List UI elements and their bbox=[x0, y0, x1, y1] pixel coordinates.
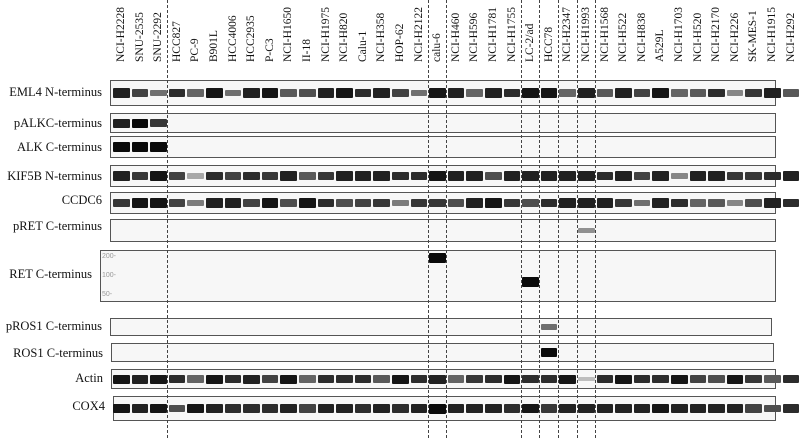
protein-band bbox=[448, 375, 465, 382]
protein-band bbox=[597, 198, 614, 207]
protein-band bbox=[708, 199, 725, 207]
protein-band bbox=[411, 375, 428, 384]
protein-band bbox=[299, 89, 316, 97]
protein-band bbox=[522, 199, 539, 207]
protein-band bbox=[392, 89, 409, 97]
protein-band bbox=[764, 172, 781, 181]
protein-band bbox=[150, 90, 167, 97]
protein-band bbox=[783, 199, 800, 208]
lane-label: NCI-H2347 bbox=[561, 7, 574, 62]
protein-band bbox=[727, 200, 744, 206]
protein-band bbox=[132, 119, 149, 128]
lane-separator bbox=[446, 0, 447, 438]
protein-band bbox=[541, 88, 558, 98]
protein-band bbox=[132, 375, 149, 384]
lane-separator bbox=[595, 0, 596, 438]
protein-band bbox=[615, 199, 632, 208]
row-label: RET C-terminus bbox=[9, 267, 92, 281]
protein-band bbox=[299, 375, 316, 382]
protein-band bbox=[559, 171, 576, 180]
protein-band bbox=[429, 253, 446, 263]
protein-band bbox=[132, 198, 149, 208]
protein-band bbox=[355, 375, 372, 384]
row-label: KIF5B N-terminus bbox=[7, 169, 102, 183]
lane-label: HCC78 bbox=[542, 26, 555, 62]
blot-panel bbox=[110, 318, 772, 336]
lane-label: NCI-H838 bbox=[635, 12, 648, 62]
protein-band bbox=[355, 404, 372, 413]
protein-band bbox=[262, 88, 279, 98]
protein-band bbox=[597, 404, 614, 413]
lane-label: calu-6 bbox=[431, 33, 444, 62]
protein-band bbox=[578, 377, 595, 381]
protein-band bbox=[504, 375, 521, 384]
protein-band bbox=[243, 88, 260, 97]
protein-band bbox=[522, 404, 539, 414]
lane-label: NCI-H358 bbox=[375, 12, 388, 62]
protein-band bbox=[559, 375, 576, 384]
row-label: COX4 bbox=[72, 399, 105, 413]
lane-label: NCI-H1568 bbox=[598, 7, 611, 62]
protein-band bbox=[392, 404, 409, 413]
lane-label: NCI-H1975 bbox=[319, 7, 332, 62]
protein-band bbox=[187, 375, 204, 382]
protein-band bbox=[708, 375, 725, 383]
lane-label: HCC2935 bbox=[245, 15, 258, 62]
protein-band bbox=[336, 375, 353, 384]
protein-band bbox=[448, 404, 465, 413]
protein-band bbox=[504, 199, 521, 208]
protein-band bbox=[690, 171, 707, 180]
row-label: CCDC6 bbox=[61, 193, 102, 207]
protein-band bbox=[429, 199, 446, 208]
protein-band bbox=[318, 88, 335, 97]
protein-band bbox=[318, 172, 335, 181]
lane-label: NCI-H292 bbox=[784, 12, 797, 62]
protein-band bbox=[299, 404, 316, 412]
protein-band bbox=[373, 375, 390, 383]
blot-panel bbox=[110, 136, 776, 158]
protein-band bbox=[225, 404, 242, 413]
protein-band bbox=[355, 171, 372, 180]
protein-band bbox=[597, 89, 614, 97]
protein-band bbox=[578, 198, 595, 207]
protein-band bbox=[764, 375, 781, 383]
protein-band bbox=[336, 171, 353, 180]
protein-band bbox=[541, 171, 558, 180]
protein-band bbox=[336, 404, 353, 413]
protein-band bbox=[522, 277, 539, 287]
lane-label: HCC4006 bbox=[226, 15, 239, 62]
protein-band bbox=[318, 375, 335, 384]
protein-band bbox=[150, 404, 167, 414]
protein-band bbox=[745, 375, 762, 384]
protein-band bbox=[727, 404, 744, 413]
mw-marker: 50- bbox=[102, 291, 113, 298]
protein-band bbox=[262, 198, 279, 208]
lane-label: NCI-H1993 bbox=[580, 7, 592, 62]
lane-label: SNU-2535 bbox=[133, 12, 146, 62]
protein-band bbox=[504, 89, 521, 98]
row-label: pALKC-terminus bbox=[13, 116, 102, 130]
lane-label: NCI-H1781 bbox=[487, 7, 499, 62]
protein-band bbox=[373, 199, 390, 208]
lane-label: SNU-2292 bbox=[152, 12, 165, 62]
lane-label: P-C3 bbox=[263, 38, 276, 62]
protein-band bbox=[336, 199, 353, 207]
protein-band bbox=[169, 375, 186, 384]
protein-band bbox=[578, 171, 595, 180]
lane-label: A529L bbox=[654, 29, 667, 62]
protein-band bbox=[150, 198, 167, 208]
protein-band bbox=[690, 375, 707, 383]
row-label: Actin bbox=[75, 371, 103, 385]
protein-band bbox=[318, 199, 335, 208]
protein-band bbox=[411, 172, 428, 181]
protein-band bbox=[448, 199, 465, 207]
protein-band bbox=[634, 172, 651, 180]
protein-band bbox=[373, 88, 390, 97]
protein-band bbox=[764, 198, 781, 207]
protein-band bbox=[150, 142, 167, 152]
protein-band bbox=[652, 198, 669, 207]
row-label: ALK C-terminus bbox=[16, 140, 102, 154]
lane-label: NCI-H596 bbox=[468, 12, 481, 62]
lane-label: LC-2/ad bbox=[524, 23, 537, 62]
blot-panel bbox=[110, 219, 776, 242]
protein-band bbox=[187, 404, 204, 414]
protein-band bbox=[225, 90, 242, 97]
protein-band bbox=[411, 199, 428, 208]
lane-label: NCI-H2170 bbox=[710, 7, 723, 62]
protein-band bbox=[578, 228, 595, 234]
protein-band bbox=[113, 199, 130, 208]
lane-label: PC-9 bbox=[189, 38, 202, 62]
protein-band bbox=[559, 198, 576, 207]
protein-band bbox=[187, 200, 204, 207]
protein-band bbox=[355, 89, 372, 98]
protein-band bbox=[206, 88, 223, 98]
protein-band bbox=[466, 89, 483, 96]
protein-band bbox=[132, 142, 149, 152]
protein-band bbox=[634, 404, 651, 413]
protein-band bbox=[225, 172, 242, 180]
protein-band bbox=[485, 172, 502, 180]
protein-band bbox=[466, 375, 483, 384]
protein-band bbox=[783, 404, 800, 413]
lane-separator bbox=[558, 0, 559, 438]
protein-band bbox=[262, 404, 279, 413]
protein-band bbox=[597, 172, 614, 181]
protein-band bbox=[559, 404, 576, 413]
protein-band bbox=[243, 404, 260, 413]
protein-band bbox=[336, 88, 353, 98]
protein-band bbox=[429, 171, 446, 181]
row-label: ROS1 C-terminus bbox=[13, 346, 103, 360]
protein-band bbox=[429, 404, 446, 414]
protein-band bbox=[318, 404, 335, 413]
lane-label: Calu-1 bbox=[356, 30, 369, 62]
protein-band bbox=[652, 88, 669, 98]
protein-band bbox=[764, 405, 781, 413]
protein-band bbox=[225, 375, 242, 384]
protein-band bbox=[727, 172, 744, 181]
protein-band bbox=[485, 198, 502, 208]
protein-band bbox=[485, 375, 502, 384]
protein-band bbox=[262, 375, 279, 383]
lane-label: NCI-H1650 bbox=[282, 7, 295, 62]
protein-band bbox=[373, 171, 390, 180]
protein-band bbox=[132, 404, 149, 413]
lane-separator bbox=[539, 0, 540, 438]
protein-band bbox=[541, 199, 558, 208]
protein-band bbox=[206, 172, 223, 181]
protein-band bbox=[299, 172, 316, 180]
protein-band bbox=[597, 375, 614, 384]
protein-band bbox=[541, 348, 558, 357]
row-label: pROS1 C-terminus bbox=[5, 319, 102, 333]
protein-band bbox=[169, 172, 186, 180]
protein-band bbox=[280, 89, 297, 97]
protein-band bbox=[448, 88, 465, 97]
lane-separator bbox=[428, 0, 429, 438]
lane-label: HCC827 bbox=[170, 21, 183, 62]
lane-label: HOP-62 bbox=[394, 23, 406, 62]
protein-band bbox=[169, 89, 186, 98]
lane-label: NCI-H1915 bbox=[766, 7, 778, 62]
mw-marker: 200- bbox=[102, 253, 117, 260]
protein-band bbox=[615, 375, 632, 384]
protein-band bbox=[708, 404, 725, 413]
blot-panel bbox=[110, 113, 776, 133]
row-label: EML4 N-terminus bbox=[9, 85, 102, 99]
lane-separator bbox=[577, 0, 578, 438]
protein-band bbox=[113, 171, 130, 180]
lane-label: NCI-H1703 bbox=[673, 7, 685, 62]
protein-band bbox=[113, 119, 130, 128]
protein-band bbox=[466, 171, 483, 180]
protein-band bbox=[615, 88, 632, 97]
protein-band bbox=[783, 171, 800, 180]
protein-band bbox=[708, 89, 725, 98]
protein-band bbox=[355, 199, 372, 207]
lane-separator bbox=[167, 0, 168, 438]
blot-panel bbox=[111, 343, 774, 362]
protein-band bbox=[671, 199, 688, 208]
protein-band bbox=[745, 199, 762, 207]
protein-band bbox=[690, 404, 707, 413]
protein-band bbox=[615, 171, 632, 180]
protein-band bbox=[206, 375, 223, 384]
protein-band bbox=[652, 404, 669, 414]
lane-label: NCI-H520 bbox=[691, 12, 704, 62]
protein-band bbox=[783, 89, 800, 97]
protein-band bbox=[206, 404, 223, 413]
protein-band bbox=[652, 171, 669, 180]
lane-label: NCI-H1755 bbox=[505, 7, 518, 62]
protein-band bbox=[690, 89, 707, 97]
protein-band bbox=[411, 404, 428, 413]
protein-band bbox=[522, 375, 539, 384]
protein-band bbox=[541, 324, 558, 331]
protein-band bbox=[783, 375, 800, 384]
protein-band bbox=[671, 404, 688, 413]
protein-band bbox=[262, 172, 279, 181]
protein-band bbox=[466, 404, 483, 413]
lane-label: B901L bbox=[208, 30, 220, 62]
protein-band bbox=[299, 198, 316, 208]
protein-band bbox=[634, 89, 651, 97]
protein-band bbox=[113, 375, 130, 384]
lane-label: NCI-H460 bbox=[449, 12, 462, 62]
protein-band bbox=[169, 199, 186, 207]
mw-marker: 100- bbox=[102, 272, 117, 279]
protein-band bbox=[578, 88, 595, 97]
protein-band bbox=[727, 375, 744, 384]
protein-band bbox=[187, 173, 204, 178]
protein-band bbox=[541, 404, 558, 413]
protein-band bbox=[373, 404, 390, 413]
protein-band bbox=[652, 375, 669, 384]
protein-band bbox=[485, 404, 502, 413]
protein-band bbox=[504, 171, 521, 180]
protein-band bbox=[206, 198, 223, 207]
protein-band bbox=[169, 405, 186, 413]
lane-label: II-18 bbox=[301, 39, 313, 62]
protein-band bbox=[243, 375, 260, 384]
protein-band bbox=[280, 404, 297, 413]
protein-band bbox=[634, 200, 651, 207]
lane-label: NCI-H2228 bbox=[115, 7, 127, 62]
protein-band bbox=[559, 89, 576, 96]
protein-band bbox=[113, 142, 130, 152]
lane-label: SK-MES-1 bbox=[747, 10, 760, 62]
protein-band bbox=[578, 404, 595, 413]
protein-band bbox=[671, 173, 688, 179]
protein-band bbox=[429, 375, 446, 384]
protein-band bbox=[243, 199, 260, 207]
lane-label: NCI-H2122 bbox=[412, 7, 425, 62]
protein-band bbox=[225, 198, 242, 207]
protein-band bbox=[132, 89, 149, 97]
lane-label: NCI-H522 bbox=[617, 12, 630, 62]
protein-band bbox=[745, 172, 762, 181]
protein-band bbox=[504, 404, 521, 413]
protein-band bbox=[671, 375, 688, 384]
protein-band bbox=[764, 88, 781, 97]
protein-band bbox=[615, 404, 632, 413]
protein-band bbox=[671, 89, 688, 96]
protein-band bbox=[466, 198, 483, 207]
protein-band bbox=[280, 171, 297, 180]
protein-band bbox=[708, 171, 725, 180]
protein-band bbox=[634, 375, 651, 384]
protein-band bbox=[150, 171, 167, 181]
lane-label: NCI-H820 bbox=[338, 12, 351, 62]
protein-band bbox=[113, 88, 130, 97]
protein-band bbox=[392, 375, 409, 384]
protein-band bbox=[727, 90, 744, 96]
protein-band bbox=[541, 375, 558, 384]
lane-separator bbox=[521, 0, 522, 438]
protein-band bbox=[448, 171, 465, 180]
protein-band bbox=[485, 88, 502, 97]
protein-band bbox=[392, 200, 409, 207]
protein-band bbox=[113, 404, 130, 414]
protein-band bbox=[522, 171, 539, 180]
protein-band bbox=[392, 172, 409, 181]
protein-band bbox=[745, 89, 762, 98]
protein-band bbox=[690, 199, 707, 206]
protein-band bbox=[187, 89, 204, 96]
protein-band bbox=[522, 88, 539, 98]
protein-band bbox=[745, 404, 762, 412]
protein-band bbox=[150, 119, 167, 128]
protein-band bbox=[429, 88, 446, 98]
protein-band bbox=[411, 90, 428, 97]
lane-label: NCI-H226 bbox=[728, 12, 741, 62]
row-label: pRET C-terminus bbox=[12, 219, 102, 233]
protein-band bbox=[280, 199, 297, 207]
protein-band bbox=[132, 172, 149, 181]
protein-band bbox=[150, 375, 167, 384]
protein-band bbox=[280, 375, 297, 384]
protein-band bbox=[243, 172, 260, 181]
